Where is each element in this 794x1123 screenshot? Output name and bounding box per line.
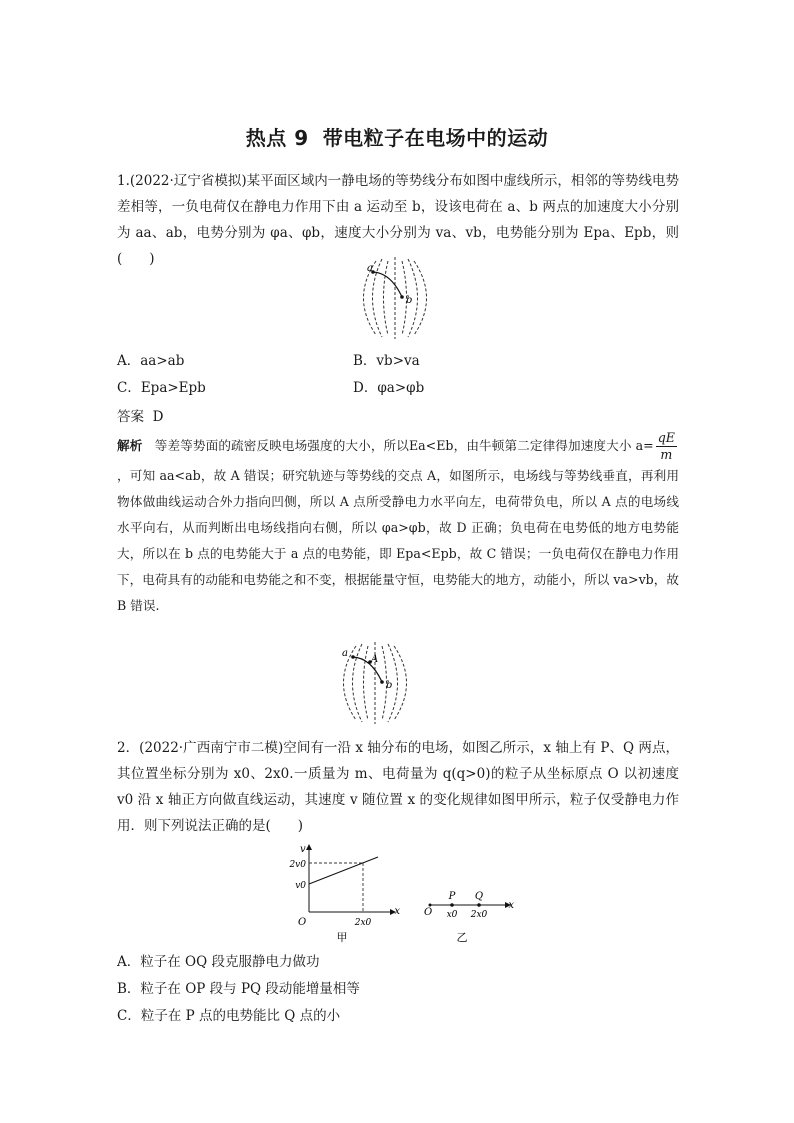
q2-option-c: C．粒子在 P 点的电势能比 Q 点的小 [117,1008,341,1024]
analysis-part2: ，可知 aa<ab，故 A 错误；研究轨迹与等势线的交点 A，如图所示，电场线与等势线垂直，再利用物体做曲线运动合外力指向凹侧，所以 A 点所受静电力水平向左，电荷带负电，所以 A 点的电场线水平向右，从而判断出电场线指向右侧，所以 φa>φb，故 D 正确；负电荷在电势低的地方电势能大，所以在 b 点的电势能大于 a 点的电势能，即 Epa<Epb，故 C 错误；一负电荷仅在静电力作用下，电荷具有的动能和电势能之和不变，根据能量守恒，电势能大的地方，动能小，所以 va>vb，故 B 错误. [117,468,679,613]
q1-fig2-label-b: b [386,680,393,691]
yi-tick-x0: x0 [446,910,458,920]
jia-caption: 甲 [336,931,348,944]
q1-option-d: D．φa>φb [353,380,425,396]
yi-axis-x: x [508,900,514,911]
yi-tick-2x0: 2x0 [470,910,488,920]
q1-fig-label-b: b [406,295,413,306]
q2-option-b: B．粒子在 OP 段与 PQ 段动能增量相等 [117,981,360,997]
q1-fig2-label-a: a [342,648,348,659]
q2-stem: 2．(2022·广西南宁市二模)空间有一沿 x 轴分布的电场，如图乙所示，x 轴上有 P、Q 两点，其位置坐标分别为 x0、2x0.一质量为 m、电荷量为 q(q>0)的粒子从坐标原点 O 以初速度 v0 沿 x 轴正方向做直线运动，其速度 v 随位置 x 的变化规律如图甲所示，粒子仅受静电力作用．则下列说法正确的是( ) [117,740,679,834]
fraction-qE-over-m [656,430,677,463]
answer-value: D [152,409,164,425]
title-text: 带电粒子在电场中的运动 [322,126,549,150]
jia-tick-v0: v0 [295,881,306,891]
q1-figure [355,255,435,341]
page-title [0,122,794,151]
jia-tick-2x0: 2x0 [354,918,372,928]
jia-origin: O [298,917,307,928]
yi-point-P: P [448,891,456,902]
q1-option-c: C．Epa>Epb [117,380,206,396]
q1-fig-label-a: a [367,263,373,274]
jia-axis-x: x [394,906,400,917]
yi-origin: O [424,907,433,918]
yi-point-Q: Q [474,891,484,902]
q1-stem: 1.(2022·辽宁省模拟)某平面区域内一静电场的等势线分布如图中虚线所示，相邻的等势线电势差相等，一负电荷仅在静电力作用下由 a 运动至 b，设该电荷在 a、b 两点的加速度大小分别为 aa、ab，电势分别为 φa、φb，速度大小分别为 va、vb，电势能分别为 Epa、Epb，则( ) [117,173,679,267]
q2-graph-jia [282,840,402,945]
q1-analysis-figure [335,640,415,726]
q1-analysis [117,430,679,619]
jia-tick-2v0: 2v0 [289,860,306,870]
answer-label: 答案 [117,409,144,425]
analysis-label: 解析 [117,438,143,453]
q1-option-b: B．vb>va [353,353,420,369]
q1-option-a: A．aa>ab [117,353,185,369]
q2-option-a: A．粒子在 OQ 段克服静电力做功 [117,954,320,970]
fraction-denominator: m [660,447,673,462]
jia-axis-v: v [300,844,306,855]
q1-answer [117,405,163,425]
q2-graph-yi [415,885,515,945]
q1-fig2-label-A: A [371,654,379,665]
analysis-part1: 等差等势面的疏密反映电场强度的大小，所以Ea<Eb，由牛顿第二定律得加速度大小 a= [154,438,654,453]
fraction-numerator: qE [657,430,675,445]
yi-caption: 乙 [456,931,468,944]
title-number: 热点 9 [245,126,309,150]
